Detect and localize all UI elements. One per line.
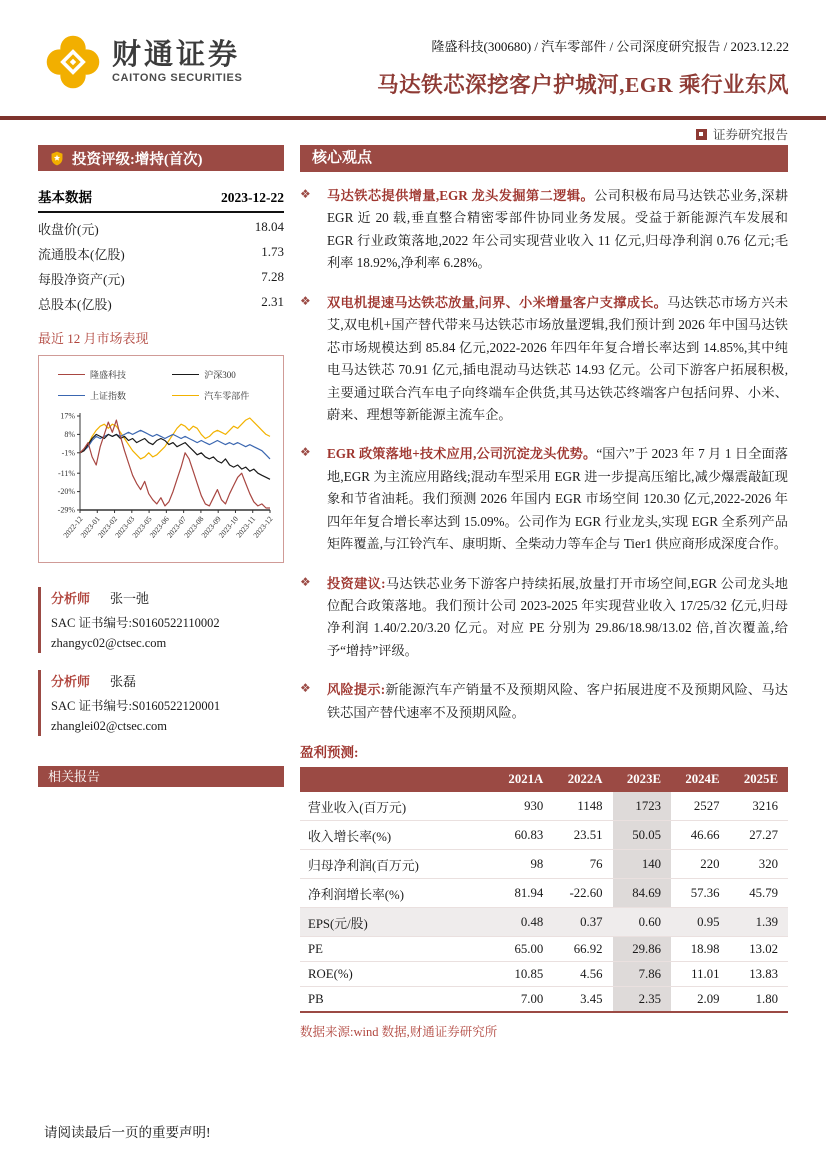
basic-data-date: 2023-12-22	[221, 190, 284, 205]
core-point-text	[327, 443, 788, 555]
forecast-cell: 13.83	[730, 962, 789, 987]
forecast-row-label: EPS(元/股)	[300, 908, 494, 937]
forecast-cell: 2.35	[613, 987, 671, 1013]
forecast-cell: 98	[494, 850, 553, 879]
diamond-bullet-icon: ❖	[300, 681, 311, 696]
core-views-list	[300, 185, 788, 724]
forecast-title: 盈利预测:	[300, 745, 359, 761]
forecast-row	[300, 792, 788, 821]
basic-data-label: 收盘价(元)	[38, 222, 99, 237]
analyst-email: zhanglei02@ctsec.com	[51, 719, 167, 733]
basic-data-label: 每股净资产(元)	[38, 272, 125, 287]
legend-item	[172, 389, 278, 402]
forecast-cell: 140	[613, 850, 671, 879]
caitong-coin-icon	[44, 33, 102, 91]
brand-name-en: CAITONG SECURITIES	[112, 71, 243, 84]
core-point-lead: 双电机提速马达铁芯放量,问界、小米增量客户支撑成长。	[327, 294, 668, 310]
diamond-bullet-icon: ❖	[300, 445, 311, 460]
forecast-cell: 11.01	[671, 962, 729, 987]
forecast-col-header	[300, 767, 494, 792]
forecast-cell: 46.66	[671, 821, 729, 850]
forecast-cell: 1.80	[730, 987, 789, 1013]
forecast-cell: 3.45	[553, 987, 612, 1013]
core-point-lead: 投资建议:	[327, 575, 386, 591]
core-point-text	[327, 185, 788, 275]
svg-text:-11%: -11%	[57, 468, 75, 478]
basic-data-value: 7.28	[261, 269, 284, 284]
forecast-cell: 7.86	[613, 962, 671, 987]
svg-text:2023-11: 2023-11	[234, 514, 258, 540]
forecast-col-header: 2022A	[553, 767, 612, 792]
analyst-role-label: 分析师	[51, 591, 91, 606]
svg-text:2023-09: 2023-09	[199, 514, 223, 540]
svg-text:2023-03: 2023-03	[113, 514, 137, 540]
forecast-row-label: 营业收入(百万元)	[300, 792, 494, 821]
forecast-cell: 57.36	[671, 879, 729, 908]
report-type-badge	[696, 125, 788, 143]
market-performance-chart	[38, 355, 284, 563]
legend-item	[58, 389, 172, 402]
forecast-row	[300, 908, 788, 937]
footer-disclaimer: 请阅读最后一页的重要声明!	[44, 1125, 211, 1140]
forecast-cell: 0.95	[671, 908, 729, 937]
forecast-row-label: 收入增长率(%)	[300, 821, 494, 850]
forecast-row	[300, 937, 788, 962]
header-divider	[0, 116, 826, 120]
basic-data-row	[38, 263, 284, 288]
forecast-cell: 4.56	[553, 962, 612, 987]
legend-label: 汽车零部件	[204, 391, 250, 401]
core-point-lead: 马达铁芯提供增量,EGR 龙头发掘第二逻辑。	[327, 188, 595, 203]
svg-text:17%: 17%	[60, 411, 75, 421]
forecast-col-header: 2021A	[494, 767, 553, 792]
brand-name-cn: 财通证券	[112, 38, 241, 71]
legend-item	[58, 368, 172, 381]
sidebar	[38, 145, 284, 787]
legend-label: 上证指数	[90, 391, 127, 401]
earnings-forecast-table	[300, 767, 788, 1013]
forecast-row	[300, 879, 788, 908]
forecast-row-label: 归母净利润(百万元)	[300, 850, 494, 879]
svg-text:2023-05: 2023-05	[130, 514, 154, 540]
forecast-col-header: 2023E	[613, 767, 671, 792]
analysts-section	[38, 587, 284, 736]
svg-text:-20%: -20%	[57, 487, 75, 497]
forecast-row	[300, 987, 788, 1013]
legend-label: 沪深300	[204, 370, 236, 380]
basic-data-label: 总股本(亿股)	[38, 297, 112, 312]
svg-text:2023-08: 2023-08	[182, 514, 206, 540]
core-views-banner: 核心观点	[300, 145, 788, 172]
core-point-text	[327, 292, 788, 427]
core-point-item	[300, 185, 788, 275]
forecast-row-label: PB	[300, 987, 494, 1013]
forecast-cell: 0.37	[553, 908, 612, 937]
analyst-card	[38, 587, 284, 653]
forecast-cell: 7.00	[494, 987, 553, 1013]
svg-text:2023-01: 2023-01	[78, 514, 102, 540]
related-reports-banner: 相关报告	[38, 766, 284, 787]
forecast-cell: 66.92	[553, 937, 612, 962]
document-square-icon	[696, 129, 707, 140]
core-point-body: 马达铁芯市场方兴未艾,双电机+国产替代带来马达铁芯市场放量逻辑,我们预计到 2026 年中国马达铁芯市场规模达到 85.84 亿元,2022-2026 年四年年复合增长率达到 14.85%,其中纯电马达铁芯 70.91 亿元,插电混动马达铁芯 14.93 亿元。公司下游客户拓展积极,主要通过联合汽车电子向终端车企供货,其马达铁芯终端客户包括问界、小米、蔚来、理想等新能源主流车企。	[327, 294, 789, 422]
legend-item	[172, 368, 278, 381]
basic-data-value: 2.31	[261, 294, 284, 309]
main-content	[300, 145, 788, 1040]
forecast-cell: 13.02	[730, 937, 789, 962]
diamond-bullet-icon: ❖	[300, 574, 311, 589]
forecast-table-body	[300, 792, 788, 1012]
basic-data-value: 1.73	[261, 244, 284, 259]
analyst-cert: SAC 证书编号:S0160522110002	[51, 616, 220, 630]
chart-legend	[44, 368, 278, 410]
diamond-bullet-icon: ❖	[300, 293, 311, 308]
svg-text:-29%: -29%	[57, 505, 75, 515]
forecast-cell: 65.00	[494, 937, 553, 962]
legend-line-swatch	[58, 395, 85, 396]
forecast-col-header: 2024E	[671, 767, 729, 792]
svg-text:2023-10: 2023-10	[216, 514, 240, 540]
report-title: 马达铁芯深挖客户护城河,EGR 乘行业东风	[377, 73, 789, 97]
svg-text:2023-06: 2023-06	[147, 514, 171, 540]
core-point-lead: EGR 政策落地+技术应用,公司沉淀龙头优势。	[327, 446, 597, 462]
forecast-cell: 45.79	[730, 879, 789, 908]
forecast-cell: 3216	[730, 792, 789, 821]
analyst-card	[38, 670, 284, 736]
core-point-text	[327, 573, 788, 663]
report-breadcrumb: 隆盛科技(300680) / 汽车零部件 / 公司深度研究报告 / 2023.12.22	[431, 39, 789, 54]
analyst-cert: SAC 证书编号:S0160522120001	[51, 699, 221, 713]
forecast-cell: 1148	[553, 792, 612, 821]
forecast-cell: 10.85	[494, 962, 553, 987]
rating-banner	[38, 145, 284, 171]
basic-data-row	[38, 238, 284, 263]
basic-data-section	[38, 186, 284, 313]
forecast-cell: 320	[730, 850, 789, 879]
core-point-body: 新能源汽车产销量不及预期风险、客户拓展进度不及预期风险、马达铁芯国产替代速率不及预期风险。	[327, 682, 788, 720]
forecast-cell: 2527	[671, 792, 729, 821]
forecast-cell: 0.48	[494, 908, 553, 937]
forecast-row-label: 净利润增长率(%)	[300, 879, 494, 908]
shield-star-icon	[50, 151, 64, 166]
forecast-row	[300, 850, 788, 879]
core-point-lead: 风险提示:	[327, 682, 386, 698]
legend-line-swatch	[172, 395, 199, 396]
forecast-cell: 1723	[613, 792, 671, 821]
rating-label: 投资评级:增持(首次)	[72, 151, 203, 168]
forecast-cell: 29.86	[613, 937, 671, 962]
basic-data-value: 18.04	[254, 219, 284, 234]
core-point-item	[300, 679, 788, 724]
legend-line-swatch	[172, 374, 199, 375]
core-point-item	[300, 573, 788, 663]
forecast-row	[300, 821, 788, 850]
forecast-col-header: 2025E	[730, 767, 789, 792]
forecast-cell: 76	[553, 850, 612, 879]
forecast-cell: 220	[671, 850, 729, 879]
core-point-body: “国六”于 2023 年 7 月 1 日全面落地,EGR 为主流应用路线;混动车型采用 EGR 进一步提高压缩比,减少爆震敲缸现象和节省油耗。我们预测 2026 年国内 EGR 市场空间 120.30 亿元,2022-2026 年四年年复合增长率达到 15.09%。公司作为 EGR 行业龙头,实现 EGR 全系列产品矩阵覆盖,与江铃汽车、康明斯、全柴动力等车企与 Tier1 供应商形成深度合作。	[327, 446, 788, 552]
legend-line-swatch	[58, 374, 85, 375]
svg-text:2023-12: 2023-12	[251, 514, 275, 540]
analyst-name: 张磊	[110, 674, 137, 689]
forecast-cell: 84.69	[613, 879, 671, 908]
svg-text:-1%: -1%	[61, 448, 75, 458]
legend-label: 隆盛科技	[90, 370, 127, 380]
forecast-cell: 0.60	[613, 908, 671, 937]
forecast-table-header	[300, 767, 788, 792]
analyst-role-label: 分析师	[51, 674, 91, 689]
forecast-cell: 27.27	[730, 821, 789, 850]
market-performance-title: 最近 12 月市场表现	[38, 331, 149, 346]
report-type-label: 证券研究报告	[712, 128, 788, 142]
forecast-cell: 23.51	[553, 821, 612, 850]
forecast-cell: 81.94	[494, 879, 553, 908]
core-point-item	[300, 443, 788, 555]
brand-logo	[44, 33, 242, 91]
basic-data-label: 流通股本(亿股)	[38, 247, 125, 262]
data-source-note: 数据来源:wind 数据,财通证券研究所	[300, 1025, 498, 1040]
core-point-body: 马达铁芯业务下游客户持续拓展,放量打开市场空间,EGR 公司龙头地位配合政策落地。我们预计公司 2023-2025 年实现营业收入 17/25/32 亿元,归母净利润 1.40/2.20/3.20 亿元。对应 PE 分别为 29.86/18.98/13.02 倍,首次覆盖,给予“增持”评级。	[327, 575, 788, 658]
basic-data-row	[38, 288, 284, 313]
basic-data-title: 基本数据	[38, 190, 92, 205]
forecast-cell: 1.39	[730, 908, 789, 937]
forecast-row-label: PE	[300, 937, 494, 962]
forecast-cell: 50.05	[613, 821, 671, 850]
diamond-bullet-icon: ❖	[300, 187, 311, 201]
core-point-item	[300, 292, 788, 427]
performance-line-chart	[44, 410, 276, 558]
forecast-cell: -22.60	[553, 879, 612, 908]
forecast-cell: 930	[494, 792, 553, 821]
svg-text:2023-02: 2023-02	[95, 514, 120, 540]
svg-text:2023-07: 2023-07	[165, 514, 189, 540]
svg-text:2022-12: 2022-12	[61, 514, 85, 540]
core-point-body: 公司积极布局马达铁芯业务,深耕 EGR 近 20 载,垂直整合精密零部件协同业务发展。受益于新能源汽车发展和 EGR 行业政策落地,2022 年公司实现营业收入 11 亿元,归母净利润 0.76 亿元;毛利率 18.92%,净利率 6.28%。	[327, 188, 789, 271]
forecast-cell: 18.98	[671, 937, 729, 962]
core-point-text	[327, 679, 788, 724]
forecast-row	[300, 962, 788, 987]
forecast-cell: 60.83	[494, 821, 553, 850]
analyst-name: 张一弛	[110, 591, 150, 606]
forecast-cell: 2.09	[671, 987, 729, 1013]
analyst-email: zhangyc02@ctsec.com	[51, 636, 167, 650]
basic-data-rows	[38, 213, 284, 313]
basic-data-row	[38, 213, 284, 238]
forecast-row-label: ROE(%)	[300, 962, 494, 987]
svg-text:8%: 8%	[64, 429, 75, 439]
